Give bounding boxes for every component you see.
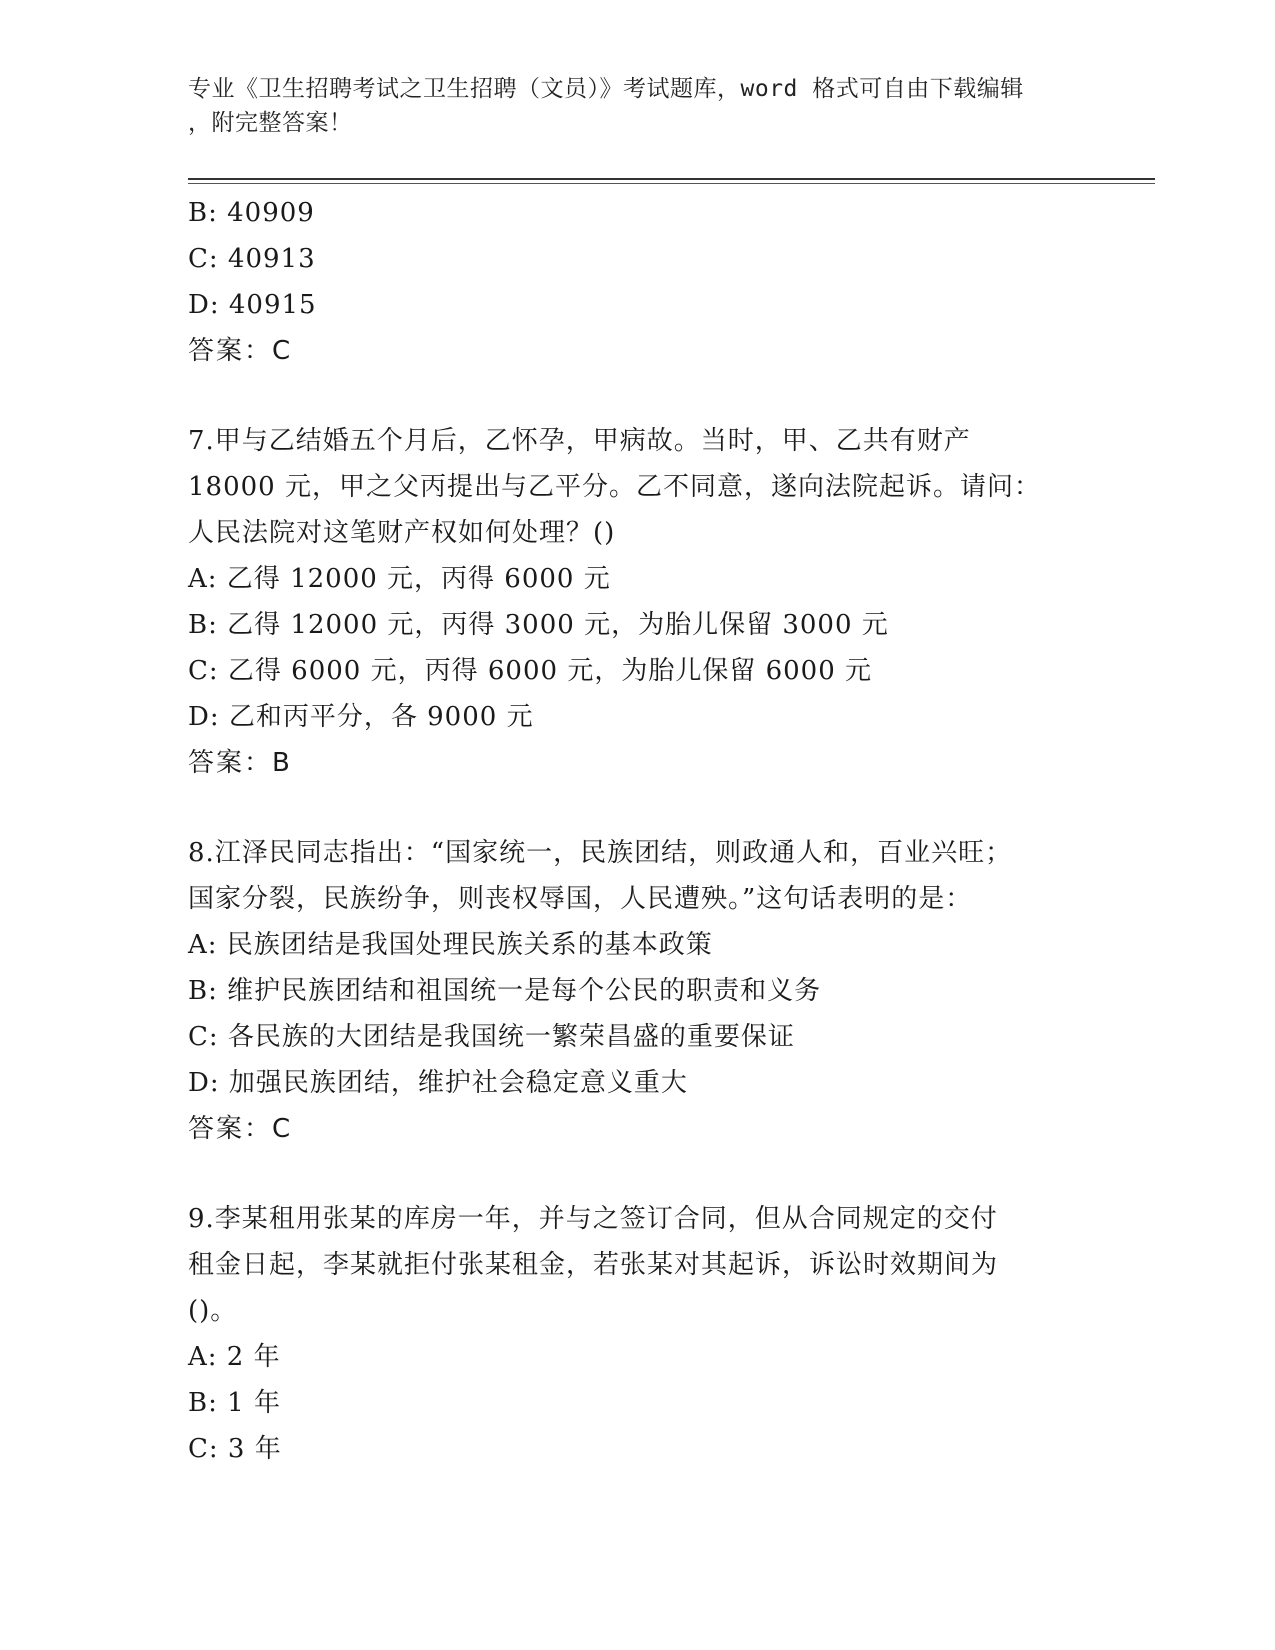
question-8 — [188, 830, 1088, 1152]
header-line-1: 专业《卫生招聘考试之卫生招聘（文员）》考试题库，word 格式可自由下载编辑 — [188, 76, 1024, 102]
question-stem-line: 国家分裂，民族纷争，则丧权辱国，人民遭殃。”这句话表明的是： — [188, 884, 973, 914]
question-stem-line: 7.甲与乙结婚五个月后，乙怀孕，甲病故。当时，甲、乙共有财产 — [188, 426, 971, 456]
header-divider-thick — [188, 178, 1155, 180]
header-line-2: ，附完整答案！ — [188, 110, 353, 136]
question-9 — [188, 1196, 1088, 1472]
option-b: B: 维护民族团结和祖国统一是每个公民的职责和义务 — [188, 976, 822, 1006]
page-header — [188, 72, 1068, 140]
option-a: A: 2 年 — [188, 1342, 281, 1372]
option-c: C: 40913 — [188, 244, 316, 274]
question-6-tail — [188, 190, 1088, 374]
option-b: B: 乙得 12000 元，丙得 3000 元，为胎儿保留 3000 元 — [188, 610, 889, 640]
answer-line: 答案：B — [188, 748, 292, 778]
question-stem-line: 8.江泽民同志指出：“国家统一，民族团结，则政通人和，百业兴旺； — [188, 838, 1013, 868]
option-b: B: 40909 — [188, 198, 315, 228]
header-divider-thin — [188, 183, 1155, 184]
option-c: C: 乙得 6000 元，丙得 6000 元，为胎儿保留 6000 元 — [188, 656, 873, 686]
question-stem-line: 租金日起，李某就拒付张某租金，若张某对其起诉，诉讼时效期间为 — [188, 1250, 999, 1280]
option-b: B: 1 年 — [188, 1388, 281, 1418]
option-a: A: 民族团结是我国处理民族关系的基本政策 — [188, 930, 713, 960]
question-stem-line: 9.李某租用张某的库房一年，并与之签订合同，但从合同规定的交付 — [188, 1204, 998, 1234]
answer-line: 答案：C — [188, 336, 293, 366]
option-c: C: 各民族的大团结是我国统一繁荣昌盛的重要保证 — [188, 1022, 795, 1052]
question-7 — [188, 418, 1088, 786]
option-a: A: 乙得 12000 元，丙得 6000 元 — [188, 564, 611, 594]
document-body — [188, 190, 1088, 1472]
option-c: C: 3 年 — [188, 1434, 282, 1464]
option-d: D: 乙和丙平分，各 9000 元 — [188, 702, 534, 732]
option-d: D: 40915 — [188, 290, 317, 320]
question-stem-line: 人民法院对这笔财产权如何处理？() — [188, 518, 616, 548]
option-d: D: 加强民族团结，维护社会稳定意义重大 — [188, 1068, 688, 1098]
answer-line: 答案：C — [188, 1114, 293, 1144]
spacer — [188, 374, 1088, 418]
question-stem-line: ()。 — [188, 1296, 238, 1326]
spacer — [188, 786, 1088, 830]
spacer — [188, 1152, 1088, 1196]
question-stem-line: 18000 元，甲之父丙提出与乙平分。乙不同意，遂向法院起诉。请问： — [188, 472, 1041, 502]
